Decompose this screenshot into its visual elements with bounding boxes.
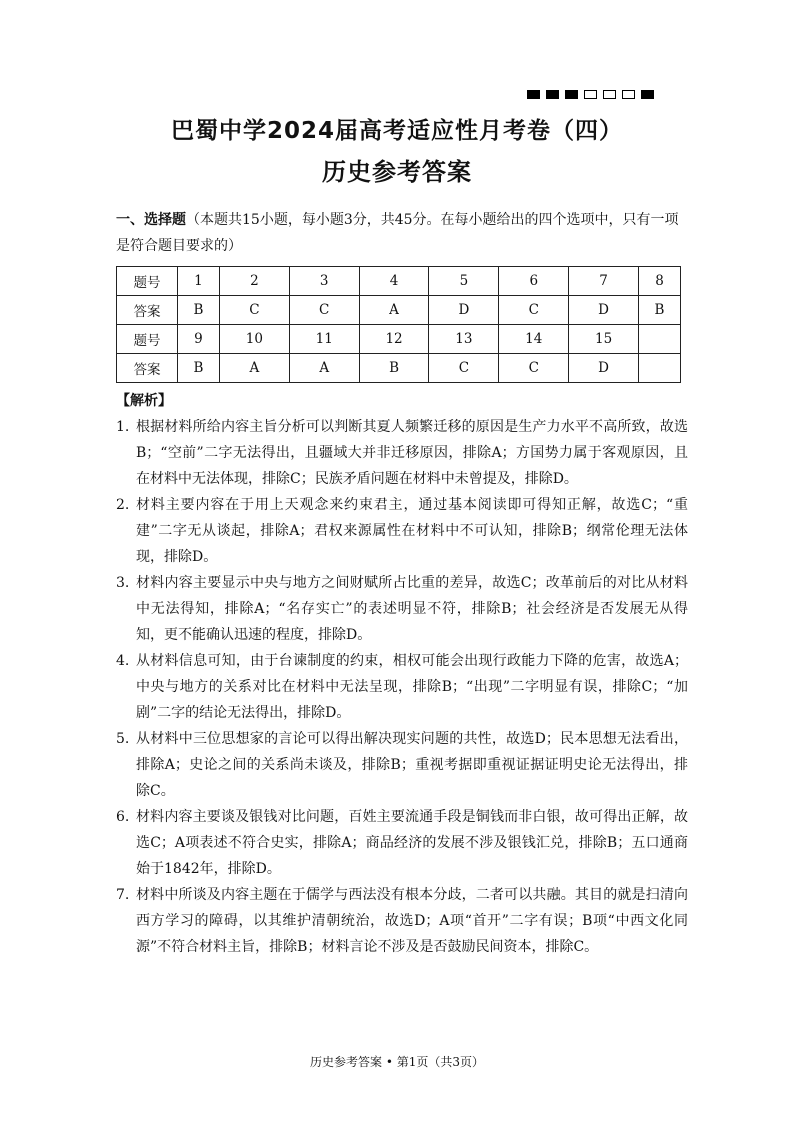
table-cell: 10 — [219, 325, 289, 354]
item-text: 材料内容主要显示中央与地方之间财赋所占比重的差异，故选C；改革前后的对比从材料中无法得知，排除A；“名存实亡”的表述明显不符，排除B；社会经济是否发展无从得知，更不能确认迅速的程度，排除D。 — [136, 575, 688, 643]
table-cell: 7 — [569, 267, 639, 296]
table-cell: C — [219, 296, 289, 325]
table-cell: 14 — [499, 325, 569, 354]
analysis-item — [116, 648, 688, 726]
table-cell: 3 — [289, 267, 359, 296]
table-cell: 13 — [429, 325, 499, 354]
table-cell — [639, 354, 681, 383]
table-cell: 2 — [219, 267, 289, 296]
table-cell: 4 — [359, 267, 429, 296]
header-mark — [546, 90, 559, 99]
item-number: 2. — [116, 497, 130, 513]
header-mark — [565, 90, 578, 99]
item-text: 材料主要内容在于用上天观念来约束君主，通过基本阅读即可得知正解，故选C；“重建”二字无从谈起，排除A；君权来源属性在材料中不可认知，排除B；纲常伦理无法体现，排除D。 — [136, 497, 688, 565]
table-cell: D — [569, 296, 639, 325]
table-row — [117, 325, 681, 354]
analysis-list — [116, 414, 688, 960]
table-row — [117, 354, 681, 383]
item-number: 3. — [116, 575, 130, 591]
table-cell: A — [219, 354, 289, 383]
header-mark — [584, 90, 597, 99]
table-cell: 11 — [289, 325, 359, 354]
item-text: 材料内容主要谈及银钱对比问题，百姓主要流通手段是铜钱而非白银，故可得出正解，故选C；A项表述不符合史实，排除A；商品经济的发展不涉及银钱汇兑，排除B；五口通商始于1842年，排除D。 — [136, 809, 688, 877]
table-cell: C — [289, 296, 359, 325]
analysis-heading: 【解析】 — [116, 393, 172, 409]
row-label: 题号 — [117, 325, 178, 354]
table-cell: A — [359, 296, 429, 325]
table-cell: D — [569, 354, 639, 383]
item-number: 7. — [116, 887, 130, 903]
section-intro — [116, 207, 686, 259]
table-cell: 9 — [178, 325, 220, 354]
table-cell: 5 — [429, 267, 499, 296]
analysis-item — [116, 492, 688, 570]
page-footer: 历史参考答案 • 第1页（共3页） — [310, 1055, 484, 1069]
header-marks — [527, 90, 654, 99]
header-mark — [622, 90, 635, 99]
item-text: 根据材料所给内容主旨分析可以判断其夏人频繁迁移的原因是生产力水平不高所致，故选B；“空前”二字无法得出，且疆域大并非迁移原因，排除A；方国势力属于客观原因，且在材料中无法体现，排除C；民族矛盾问题在材料中未曾提及，排除D。 — [136, 419, 688, 487]
row-label: 题号 — [117, 267, 178, 296]
table-cell: 6 — [499, 267, 569, 296]
table-cell: 15 — [569, 325, 639, 354]
table-cell: A — [289, 354, 359, 383]
analysis-item — [116, 882, 688, 960]
answer-table — [116, 266, 681, 383]
analysis-item — [116, 414, 688, 492]
item-number: 1. — [116, 419, 130, 435]
table-cell: B — [639, 296, 681, 325]
section-instructions: （本题共15小题，每小题3分，共45分。在每小题给出的四个选项中，只有一项是符合题目要求的） — [116, 212, 679, 254]
table-cell: B — [178, 296, 220, 325]
item-text: 从材料中三位思想家的言论可以得出解决现实问题的共性，故选D；民本思想无法看出，排除A；史论之间的关系尚未谈及，排除B；重视考据即重视证据证明史论无法得出，排除C。 — [136, 731, 688, 799]
table-cell: C — [499, 354, 569, 383]
item-text: 从材料信息可知，由于台谏制度的约束，相权可能会出现行政能力下降的危害，故选A；中央与地方的关系对比在材料中无法呈现，排除B；“出现”二字明显有误，排除C；“加剧”二字的结论无法得出，排除D。 — [136, 653, 688, 721]
analysis-item — [116, 726, 688, 804]
section-heading: 一、选择题 — [116, 212, 186, 228]
table-cell: C — [429, 354, 499, 383]
table-cell: 12 — [359, 325, 429, 354]
table-cell: B — [178, 354, 220, 383]
table-cell: 1 — [178, 267, 220, 296]
item-text: 材料中所谈及内容主题在于儒学与西法没有根本分歧，二者可以共融。其目的就是扫清向西方学习的障碍，以其维护清朝统治，故选D；A项“首开”二字有误；B项“中西文化同源”不符合材料主旨，排除B；材料言论不涉及是否鼓励民间资本，排除C。 — [136, 887, 688, 955]
analysis-item — [116, 570, 688, 648]
table-row — [117, 267, 681, 296]
header-mark — [641, 90, 654, 99]
header-mark — [603, 90, 616, 99]
page-subtitle: 历史参考答案 — [322, 158, 472, 186]
table-cell: 8 — [639, 267, 681, 296]
table-row — [117, 296, 681, 325]
item-number: 6. — [116, 809, 130, 825]
analysis-item — [116, 804, 688, 882]
table-cell: B — [359, 354, 429, 383]
item-number: 5. — [116, 731, 130, 747]
header-mark — [527, 90, 540, 99]
table-cell: C — [499, 296, 569, 325]
item-number: 4. — [116, 653, 130, 669]
row-label: 答案 — [117, 354, 178, 383]
row-label: 答案 — [117, 296, 178, 325]
page-title: 巴蜀中学2024届高考适应性月考卷（四） — [170, 118, 623, 144]
table-cell — [639, 325, 681, 354]
table-cell: D — [429, 296, 499, 325]
